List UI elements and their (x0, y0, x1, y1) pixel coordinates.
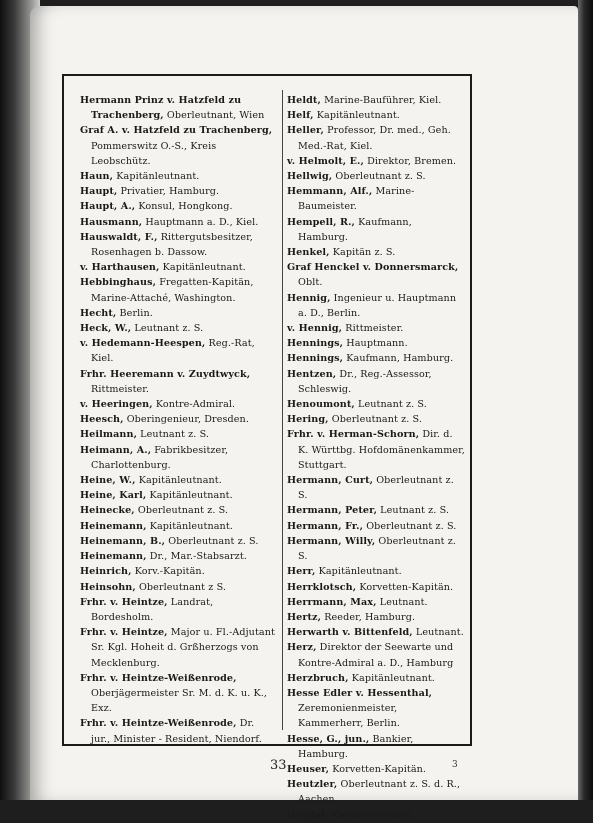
entry-detail: Korv.-Kapitän. (134, 566, 205, 578)
directory-entry (80, 443, 276, 473)
directory-entry (287, 245, 465, 260)
entry-name: Haupt, A., (80, 201, 136, 213)
directory-entry (80, 580, 276, 595)
entry-name: Herz, (287, 642, 317, 654)
entry-detail: Ingenieur u. Hauptmann a. D., Berlin. (298, 292, 457, 319)
directory-entry (287, 610, 465, 625)
directory-entry (287, 777, 465, 807)
directory-entry (287, 595, 465, 610)
directory-entry (80, 519, 276, 534)
entry-detail: Professor, Dr. med., Geh. Med.-Rat, Kiel. (298, 125, 451, 152)
directory-entry (287, 169, 465, 184)
entry-name: Heesch, (80, 414, 124, 426)
entry-name: Heydel, (287, 809, 329, 821)
directory-entry (80, 488, 276, 503)
directory-entry (80, 534, 276, 549)
directory-entry (80, 716, 276, 746)
entry-detail: Leutnant z. S. (357, 399, 427, 411)
directory-entry (287, 397, 465, 412)
entry-name: Hesse Edler v. Hessenthal, (287, 687, 433, 699)
entry-name: Heuser, (287, 763, 330, 775)
entry-detail: Kapitänleutnant. (316, 110, 400, 122)
right-column (287, 93, 465, 823)
entry-name: Heinemann, (80, 520, 147, 532)
directory-entry (80, 230, 276, 260)
directory-entry (80, 123, 276, 169)
entry-detail: Dr. jur., Minister - Resident, Niendorf. (91, 718, 262, 745)
entry-detail: Pommerswitz O.-S., Kreis Leobschütz. (91, 140, 217, 167)
directory-entry (80, 169, 276, 184)
entry-detail: Oberleutnant z. S. d. R., Aachen. (298, 779, 461, 806)
entry-detail: Hauptmann a. D., Kiel. (145, 216, 259, 228)
directory-entry (287, 732, 465, 762)
entry-name: Graf A. v. Hatzfeld zu Trachenberg, (80, 125, 273, 137)
entry-detail: Leutnant z. S. (140, 429, 210, 441)
directory-entry (80, 321, 276, 336)
entry-name: Heutzler, (287, 779, 338, 791)
entry-detail: Bankier, Hamburg. (298, 733, 414, 760)
entry-name: Hermann, Willy, (287, 535, 376, 547)
directory-entry (287, 367, 465, 397)
entry-detail: Leutnant. (379, 596, 428, 608)
entry-name: Henkel, (287, 247, 330, 259)
entry-name: Hempell, R., (287, 216, 355, 228)
directory-entry (287, 671, 465, 686)
entry-name: Hesse, G., jun., (287, 733, 370, 745)
entry-name: Haupt, (80, 186, 118, 198)
directory-entry (287, 93, 465, 108)
entry-name: Heine, W., (80, 475, 136, 487)
entry-detail: Kontre-Admiral. (155, 399, 236, 411)
entry-name: v. Hennig, (287, 323, 343, 335)
directory-entry (287, 534, 465, 564)
directory-entry (80, 564, 276, 579)
entry-detail: Leutnant z. S. (380, 505, 450, 517)
directory-entry (287, 291, 465, 321)
entry-detail: Rittergutsbesitzer, Rosenhagen b. Dassow. (91, 231, 253, 259)
entry-name: Henoumont, (287, 399, 355, 411)
entry-name: Heimann, A., (80, 444, 152, 456)
entry-detail: Rittmeister. (345, 323, 404, 335)
directory-entry (287, 336, 465, 351)
entry-detail: Kapitän z. S. (332, 247, 396, 259)
entry-detail: Kapitänleutnant. (149, 520, 233, 532)
entry-detail: Kapitänleutnant. (149, 490, 233, 502)
directory-entry (287, 184, 465, 214)
directory-entry (80, 595, 276, 625)
page-number: 33 (270, 758, 287, 773)
entry-detail: Fregatten-Kapitän, Marine-Attaché, Washington. (91, 277, 254, 304)
directory-entry (287, 640, 465, 670)
page-edge-shadow (578, 0, 593, 800)
directory-entry (80, 503, 276, 518)
directory-entry (287, 580, 465, 595)
entry-name: Frhr. v. Heintze, (80, 627, 168, 639)
entry-name: Hermann, Peter, (287, 505, 378, 517)
directory-entry (80, 199, 276, 214)
entry-detail: Major u. Fl.-Adjutant Sr. Kgl. Hoheit d. Grßherzogs von Mecklenburg. (91, 627, 275, 669)
column-divider (282, 90, 283, 730)
entry-name: Hennig, (287, 292, 331, 304)
entry-detail: Dr., Reg.-Assessor, Schleswig. (298, 368, 432, 395)
entry-detail: Kapitänleutnant. (162, 262, 246, 274)
entry-detail: Korvetten-Kapitän. (332, 763, 427, 775)
entry-detail: Kaufmann, Hamburg. (298, 216, 412, 243)
entry-detail: Oberjägermeister Sr. M. d. K. u. K., Exz. (91, 687, 268, 715)
entry-name: Herrklotsch, (287, 581, 357, 593)
entry-detail: Oberleutnant z S. (138, 581, 227, 593)
directory-entry (287, 519, 465, 534)
entry-name: Hertz, (287, 611, 322, 623)
entry-name: Hebbinghaus, (80, 277, 157, 289)
directory-entry (80, 549, 276, 564)
entry-detail: Oberleutnant z. S. (366, 520, 457, 532)
entry-detail: Direktor, Bremen. (367, 155, 457, 167)
entry-detail: Privatier, Hamburg. (120, 186, 220, 198)
entry-detail: Zeremonienmeister, Kammerherr, Berlin. (298, 703, 400, 730)
entry-name: Heinemann, (80, 551, 147, 563)
entry-detail: Oberingenieur, Dresden. (126, 414, 249, 426)
directory-entry (287, 473, 465, 503)
entry-name: Hemmann, Alf., (287, 186, 373, 198)
entry-detail: Dir. d. K. Württbg. Hofdomänenkammer, Stuttgart. (298, 429, 465, 471)
entry-name: Hermann Prinz v. Hatzfeld zu Trachenberg, (80, 95, 242, 122)
entry-name: Helf, (287, 110, 314, 122)
directory-entry (80, 671, 276, 717)
entry-name: Frhr. v. Heintze-Weißenrode, (80, 718, 237, 730)
directory-entry (80, 427, 276, 442)
directory-entry (80, 397, 276, 412)
entry-detail: Marine-Bauführer, Kiel. (324, 95, 442, 106)
entry-detail: Dr., Mar.-Stabsarzt. (149, 551, 247, 563)
directory-entry (80, 275, 276, 305)
entry-name: Hausmann, (80, 216, 143, 228)
entry-detail: Landrat, Bordesholm. (91, 596, 214, 623)
directory-entry (287, 215, 465, 245)
entry-name: Hellwig, (287, 171, 333, 183)
directory-entry (287, 503, 465, 518)
entry-name: Hentzen, (287, 368, 337, 380)
entry-detail: Oberleutnant z. S. (335, 171, 426, 183)
entry-name: Heine, Karl, (80, 490, 147, 502)
entry-name: v. Heeringen, (80, 399, 153, 411)
directory-entry (80, 184, 276, 199)
entry-detail: Direktor der Seewarte und Kontre-Admiral a. D., Hamburg (298, 642, 454, 669)
entry-name: v. Helmolt, E., (287, 155, 364, 167)
entry-name: Herwarth v. Bittenfeld, (287, 627, 413, 639)
directory-entry (287, 686, 465, 732)
directory-entry (80, 336, 276, 366)
entry-detail: Leutnant z. S. (134, 323, 204, 335)
entry-name: Heinsohn, (80, 581, 136, 593)
entry-name: Hennings, (287, 338, 344, 350)
directory-entry (287, 762, 465, 777)
directory-entry (80, 412, 276, 427)
directory-entry (80, 93, 276, 123)
entry-name: v. Hedemann-Heespen, (80, 338, 206, 350)
entry-name: Hauswaldt, F., (80, 231, 158, 243)
entry-name: Graf Henckel v. Donnersmarck, (287, 262, 459, 274)
signature-number: 3 (452, 760, 458, 770)
entry-name: Herzbruch, (287, 672, 349, 684)
entry-detail: Oberleutnant z. S. (168, 535, 259, 547)
entry-detail: Kapitänleutnant. (318, 566, 402, 578)
entry-detail: Leutnant. (415, 627, 464, 639)
left-column (80, 93, 276, 747)
directory-entry (287, 808, 465, 823)
entry-detail: Berlin. (119, 307, 153, 319)
entry-name: Haun, (80, 171, 114, 183)
entry-name: Herrmann, Max, (287, 596, 377, 608)
directory-entry (80, 215, 276, 230)
directory-entry (287, 260, 465, 290)
entry-detail: Oblt. (298, 277, 323, 289)
directory-entry (80, 625, 276, 671)
directory-entry (287, 108, 465, 123)
entry-detail: Oberleutnant z. S. (298, 535, 457, 563)
entry-name: Frhr. v. Heintze-Weißenrode, (80, 672, 237, 684)
entry-name: Heck, W., (80, 323, 132, 335)
directory-entry (287, 351, 465, 366)
entry-name: Herr, (287, 566, 316, 578)
entry-name: v. Harthausen, (80, 262, 160, 274)
directory-entry (80, 367, 276, 397)
entry-name: Hecht, (80, 307, 117, 319)
directory-entry (287, 625, 465, 640)
entry-name: Heilmann, (80, 429, 138, 441)
entry-detail: Kapitänleutnant. (351, 672, 435, 684)
entry-name: Hermann, Fr., (287, 520, 364, 532)
entry-detail: Kapitänleutnant. (116, 171, 200, 183)
entry-detail: Reeder, Hamburg. (324, 611, 416, 623)
entry-detail: Oberleutnant, Wien (166, 110, 265, 122)
entry-name: Hermann, Curt, (287, 475, 374, 487)
entry-detail: Kaufmann, Hamburg. (346, 353, 454, 365)
entry-detail: Kapitänleutnant. (138, 475, 222, 487)
entry-name: Heinrich, (80, 566, 132, 578)
entry-detail: Oberleutnant z. S. (137, 505, 229, 517)
directory-entry (80, 306, 276, 321)
directory-entry (287, 154, 465, 169)
entry-detail: Oberleutnant z. S. (298, 475, 454, 502)
entry-detail: Oberleutnant z. S. (331, 414, 423, 426)
directory-entry (287, 123, 465, 153)
entry-detail: Reg.-Rat, Kiel. (91, 338, 255, 365)
entry-detail: Konsul, Hongkong. (138, 201, 233, 213)
entry-name: Hennings, (287, 353, 344, 365)
entry-name: Heinemann, B., (80, 535, 166, 547)
entry-name: Frhr. v. Herman-Schorn, (287, 429, 420, 441)
entry-detail: Fabrikbesitzer, Charlottenburg. (91, 444, 229, 471)
directory-entry (287, 412, 465, 427)
entry-name: Heinecke, (80, 505, 135, 517)
entry-detail: Kapitänleutnant. (331, 809, 415, 821)
entry-name: Hering, (287, 414, 329, 426)
entry-detail: Korvetten-Kapitän. (359, 581, 454, 593)
entry-name: Heller, (287, 125, 324, 137)
entry-detail: Hauptmann. (346, 338, 408, 350)
directory-entry (80, 260, 276, 275)
entry-name: Frhr. v. Heintze, (80, 596, 168, 608)
entry-name: Frhr. Heeremann v. Zuydtwyck, (80, 368, 251, 380)
entry-name: Heldt, (287, 95, 321, 106)
directory-entry (287, 427, 465, 473)
entry-detail: Marine-Baumeister. (298, 186, 415, 213)
directory-entry (287, 321, 465, 336)
entry-detail: Rittmeister. (91, 383, 150, 395)
directory-entry (80, 473, 276, 488)
directory-entry (287, 564, 465, 579)
